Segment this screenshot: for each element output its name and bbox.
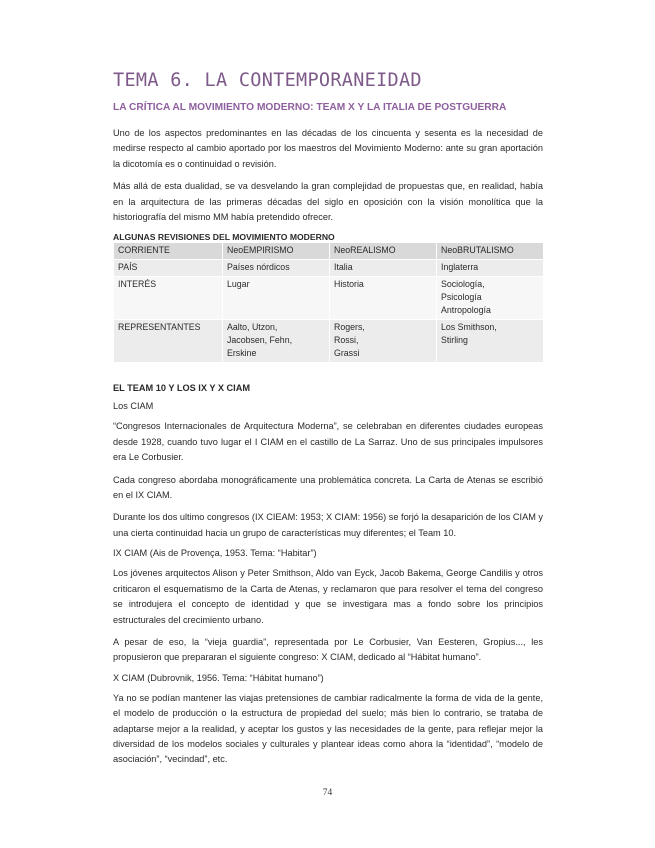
table-cell <box>437 277 544 320</box>
cell-line: Aalto, Utzon, <box>227 322 278 333</box>
table-header-cell: CORRIENTE <box>114 243 223 260</box>
chapter-title: TEMA 6. LA CONTEMPORANEIDAD <box>113 70 422 91</box>
cell-line: Psicología <box>441 292 482 303</box>
document-page <box>113 70 543 775</box>
cell-line: Antropología <box>441 305 491 316</box>
table-row-interes <box>114 277 544 320</box>
table-header-cell: NeoBRUTALISMO <box>437 243 544 260</box>
table-header-row <box>114 243 544 260</box>
table-cell <box>437 320 544 363</box>
cell-line: Los Smithson, <box>441 322 497 333</box>
cell-line: Sociología, <box>441 279 485 290</box>
page-number: 74 <box>322 788 333 798</box>
ix-ciam-paragraph-2: A pesar de eso, la “vieja guardia”, representada por Le Corbusier, Van Eesteren, Gropius..., les propusieron que prepararan el siguiente congreso: X CIAM, dedicado al “Hábitat humano”. <box>113 636 543 663</box>
cell-line: Rogers, <box>334 322 365 333</box>
intro-paragraph-1: Uno de los aspectos predominantes en las décadas de los cincuenta y sesenta es la necesidad de medirse respecto al cambio aportado por los maestros del Movimiento Moderno: ante su gran aportación la dicotomía es o continuidad o revisión. <box>113 128 543 169</box>
revisions-table <box>113 243 543 363</box>
table-header-cell: NeoREALISMO <box>330 243 437 260</box>
table-cell: INTERÉS <box>114 277 223 320</box>
cell-line: Grassi <box>334 348 360 359</box>
table-cell: PAÍS <box>114 260 223 277</box>
section-heading-ix-ciam: IX CIAM (Ais de Provença, 1953. Tema: “Habitar”) <box>113 548 317 559</box>
table-cell: Inglaterra <box>437 260 544 277</box>
cell-line: Erskine <box>227 348 257 359</box>
section-subtitle: LA CRÍTICA AL MOVIMIENTO MODERNO: TEAM X Y LA ITALIA DE POSTGUERRA <box>113 102 507 113</box>
ix-ciam-paragraph-1: Los jóvenes arquitectos Alison y Peter Smithson, Aldo van Eyck, Jacob Bakema, George Candilis y otros criticaron el esquematismo de la Carta de Atenas, y reclamaron que para resolver el tema del congreso se introdujera el concepto de identidad y que se investigara mas a fondo sobre los principios estructurales del crecimiento urbano. <box>113 568 543 625</box>
section-heading-team10: EL TEAM 10 Y LOS IX Y X CIAM <box>113 383 251 394</box>
ciam-paragraph-2: Cada congreso abordaba monográficamente una problemática concreta. La Carta de Atenas se escribió en el IX CIAM. <box>113 474 543 501</box>
table-header-cell: NeoEMPIRISMO <box>223 243 330 260</box>
table-caption: ALGUNAS REVISIONES DEL MOVIMIENTO MODERNO <box>113 232 335 243</box>
table-cell <box>223 320 330 363</box>
cell-line: Historia <box>334 279 364 290</box>
x-ciam-paragraph-1: Ya no se podían mantener las viajas pretensiones de cambiar radicalmente la forma de vida de la gente, el modelo de producción o la estructura de propiedad del suelo; más bien lo contrario, se trataba de adaptarse mejor a la realidad, y aceptar los gustos y las necesidades de la gente, para reflejar mejor la diversidad de los modelos sociales y culturales y plantear ideas como ahora la “identidad”, “modelo de asociación”, “vecindad”, etc. <box>113 692 543 765</box>
cell-line: Rossi, <box>334 335 359 346</box>
table-cell <box>330 277 437 320</box>
subsection-heading-ciam: Los CIAM <box>113 401 154 412</box>
cell-line: Stirling <box>441 335 468 346</box>
section-heading-x-ciam: X CIAM (Dubrovnik, 1956. Tema: “Hábitat humano”) <box>113 672 324 683</box>
cell-line: Jacobsen, Fehn, <box>227 335 293 346</box>
table-cell: Países nórdicos <box>223 260 330 277</box>
table-cell <box>223 277 330 320</box>
table-cell <box>330 320 437 363</box>
cell-line: Lugar <box>227 279 250 290</box>
table-cell: Italia <box>330 260 437 277</box>
table-row-pais <box>114 260 544 277</box>
table-row-representantes <box>114 320 544 363</box>
ciam-paragraph-1: “Congresos Internacionales de Arquitectura Moderna”, se celebraban en diferentes ciudades europeas desde 1928, cuando tuvo lugar el I CIAM en el castillo de La Sarraz. Uno de sus principales impulsores era Le Corbusier. <box>113 421 543 463</box>
ciam-paragraph-3: Durante los dos ultimo congresos (IX CIEAM: 1953; X CIAM: 1956) se forjó la desaparición de los CIAM y una cierta continuidad hacia un grupo de características muy diferentes; el Team 10. <box>113 512 543 538</box>
intro-paragraph-2: Más allá de esta dualidad, se va desvelando la gran complejidad de propuestas que, en realidad, había en la arquitectura de las primeras décadas del siglo en oposición con la visión monolítica que la historiografía del mismo MM había pretendido ofrecer. <box>113 181 543 223</box>
table-cell: REPRESENTANTES <box>114 320 223 363</box>
